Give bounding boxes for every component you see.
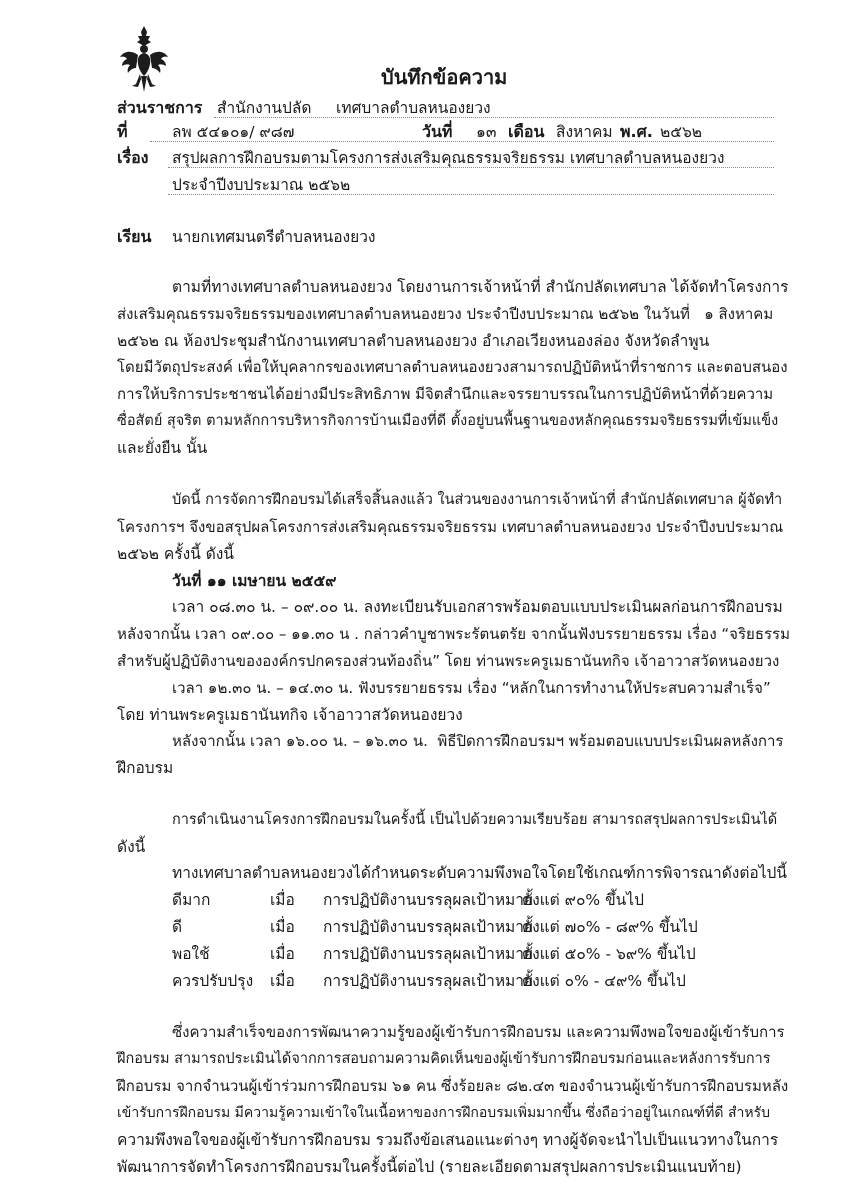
to-label: เรียน (117, 227, 152, 246)
date-day: ๑๓ (476, 123, 497, 141)
date-label: วันที่ (422, 122, 453, 141)
paragraph-4-line: ฝึกอบรม จากจำนวนผู้เข้าร่วมการฝึกอบรม ๖๑ คน ซึ่งร้อยละ ๘๒.๔๓ ของจำนวนผู้เข้ารับการฝึกอบรมหลัง (117, 1077, 789, 1095)
month-value: สิงหาคม (556, 123, 613, 141)
paragraph-4-line: ซึ่งความสำเร็จของการพัฒนาความรู้ของผู้เข้ารับการฝึกอบรม และความพึงพอใจของผู้เข้ารับการ (172, 1023, 785, 1041)
paragraph-1-line: โดยมีวัตถุประสงค์ เพื่อให้บุคลากรของเทศบาลตำบลหนองยวงสามารถปฏิบัติหน้าที่ราชการ และตอบสนอง (117, 358, 788, 376)
paragraph-4-line: ความพึงพอใจของผู้เข้ารับการฝึกอบรม รวมถึงข้อเสนอแนะต่างๆ ทางผู้จัดจะนำไปเป็นแนวทางในการ (117, 1131, 779, 1149)
subject-dotted-line-1 (168, 167, 774, 168)
garuda-emblem-icon (117, 24, 171, 94)
schedule-line: สำหรับผู้ปฏิบัติงานขององค์กรปกครองส่วนท้องถิ่น” โดย ท่านพระครูเมธานันทกิจ เจ้าอาวาสวัดหนองยวง (117, 652, 780, 670)
schedule-line: ฝึกอบรม (117, 759, 174, 777)
criteria-when: เมื่อ (270, 972, 295, 990)
paragraph-2-line: โครงการฯ จึงขอสรุปผลโครงการส่งเสริมคุณธรรมจริยธรรม เทศบาลตำบลหนองยวง ประจำปีงบประมาณ (117, 518, 784, 536)
subject-dotted-line-2 (168, 194, 774, 195)
year-label: พ.ศ. (620, 122, 653, 141)
criteria-level: พอใช้ (172, 945, 210, 963)
paragraph-4-line: เข้ารับการฝึกอบรม มีความรู้ความเข้าใจในเนื้อหาของการฝึกอบรมเพิ่มมากขึ้น ซึ่งถือว่าอยู่ในเกณฑ์ที่ดี สำหรับ (117, 1105, 770, 1121)
schedule-line: เวลา ๑๒.๓๐ น. – ๑๔.๓๐ น. ฟังบรรยายธรรม เรื่อง “หลักในการทำงานให้ประสบความสำเร็จ” (172, 679, 771, 697)
department-label: ส่วนราชการ (117, 98, 203, 117)
schedule-date: วันที่ ๑๑ เมษายน ๒๕๕๙ (172, 572, 337, 590)
subject-line-2: ประจำปีงบประมาณ ๒๕๖๒ (172, 176, 351, 194)
criteria-range: ตั้งแต่ ๙๐% ขึ้นไป (522, 891, 644, 909)
department-dotted-line (214, 117, 774, 118)
paragraph-4-line: พัฒนาการจัดทำโครงการฝึกอบรมในครั้งนี้ต่อไป (รายละเอียดตามสรุปผลการประเมินแนบท้าย) (117, 1158, 742, 1176)
criteria-level: ดี (172, 918, 183, 936)
criteria-range: ตั้งแต่ ๕๐% - ๖๙% ขึ้นไป (522, 945, 696, 963)
paragraph-3-line: ดังนี้ (117, 838, 146, 856)
paragraph-1-line: ซื่อสัตย์ สุจริต ตามหลักการบริหารกิจการบ้านเมืองที่ดี ตั้งอยู่บนพื้นฐานของหลักคุณธรรมจริยธรรมที่เข้มแข็ง (117, 413, 779, 429)
criteria-level: ดีมาก (172, 891, 211, 909)
ref-dotted-line (150, 141, 774, 142)
subject-line-1: สรุปผลการฝึกอบรมตามโครงการส่งเสริมคุณธรรมจริยธรรม เทศบาลตำบลหนองยวง (172, 149, 725, 167)
criteria-level: ควรปรับปรุง (172, 972, 254, 990)
department-value: สำนักงานปลัด เทศบาลตำบลหนองยวง (217, 99, 491, 117)
schedule-line: หลังจากนั้น เวลา ๑๖.๐๐ น. – ๑๖.๓๐ น. พิธีปิดการฝึกอบรมฯ พร้อมตอบแบบประเมินผลหลังการ (172, 732, 784, 750)
criteria-criterion: การปฏิบัติงานบรรลุผลเป้าหมาย (323, 972, 534, 990)
paragraph-2-line: ๒๕๖๒ ครั้งนี้ ดังนี้ (117, 545, 234, 563)
year-value: ๒๕๖๒ (660, 123, 703, 141)
criteria-criterion: การปฏิบัติงานบรรลุผลเป้าหมาย (323, 945, 534, 963)
paragraph-3-line: การดำเนินงานโครงการฝึกอบรมในครั้งนี้ เป็นไปด้วยความเรียบร้อย สามารถสรุปผลการประเมินได้ (172, 812, 778, 828)
paragraph-1-line: และยั่งยืน นั้น (117, 439, 208, 457)
criteria-intro: ทางเทศบาลตำบลหนองยวงได้กำหนดระดับความพึงพอใจโดยใช้เกณฑ์การพิจารณาดังต่อไปนี้ (172, 864, 787, 882)
schedule-line: โดย ท่านพระครูเมธานันทกิจ เจ้าอาวาสวัดหนองยวง (117, 706, 463, 724)
schedule-line: เวลา ๐๘.๓๐ น. – ๐๙.๐๐ น. ลงทะเบียนรับเอกสารพร้อมตอบแบบประเมินผลก่อนการฝึกอบรม (172, 598, 783, 616)
subject-label: เรื่อง (117, 148, 149, 167)
schedule-line: หลังจากนั้น เวลา ๐๙.๐๐ – ๑๑.๓๐ น . กล่าวคำบูชาพระรัตนตรัย จากนั้นฟังบรรยายธรรม เรื่อง “จริยธรรม (117, 625, 790, 643)
criteria-when: เมื่อ (270, 945, 295, 963)
criteria-when: เมื่อ (270, 918, 295, 936)
paragraph-1-line: ตามที่ทางเทศบาลตำบลหนองยวง โดยงานการเจ้าหน้าที่ สำนักปลัดเทศบาล ได้จัดทำโครงการ (172, 278, 789, 296)
ref-label: ที่ (117, 122, 128, 141)
criteria-range: ตั้งแต่ ๗๐% - ๘๙% ขึ้นไป (522, 918, 698, 936)
criteria-when: เมื่อ (270, 891, 295, 909)
month-label: เดือน (508, 122, 545, 141)
to-value: นายกเทศมนตรีตำบลหนองยวง (172, 228, 376, 246)
memo-title: บันทึกข้อความ (381, 65, 508, 89)
criteria-criterion: การปฏิบัติงานบรรลุผลเป้าหมาย (323, 918, 534, 936)
paragraph-4-line: ฝึกอบรม สามารถประเมินได้จากการสอบถามความคิดเห็นของผู้เข้ารับการฝึกอบรมก่อนและหลังการรับการ (117, 1051, 771, 1067)
paragraph-1-line: ส่งเสริมคุณธรรมจริยธรรมของเทศบาลตำบลหนองยวง ประจำปีงบประมาณ ๒๕๖๒ ในวันที่ ๑ สิงหาคม (117, 305, 774, 323)
ref-value: ลพ ๕๔๑๐๑/ ๙๘๗ (172, 123, 295, 141)
criteria-range: ตั้งแต่ ๐% - ๔๙% ขึ้นไป (522, 972, 686, 990)
criteria-criterion: การปฏิบัติงานบรรลุผลเป้าหมาย (323, 891, 534, 909)
paragraph-2-line: บัดนี้ การจัดการฝึกอบรมได้เสร็จสิ้นลงแล้ว ในส่วนของงานการเจ้าหน้าที่ สำนักปลัดเทศบาล ผู้จัดทำ (172, 492, 783, 508)
paragraph-1-line: การให้บริการประชาชนได้อย่างมีประสิทธิภาพ มีจิตสำนึกและจรรยาบรรณในการปฏิบัติหน้าที่ด้วยความ (117, 385, 774, 403)
paragraph-1-line: ๒๕๖๒ ณ ห้องประชุมสำนักงานเทศบาลตำบลหนองยวง อำเภอเวียงหนองล่อง จังหวัดลำพูน (117, 332, 710, 350)
